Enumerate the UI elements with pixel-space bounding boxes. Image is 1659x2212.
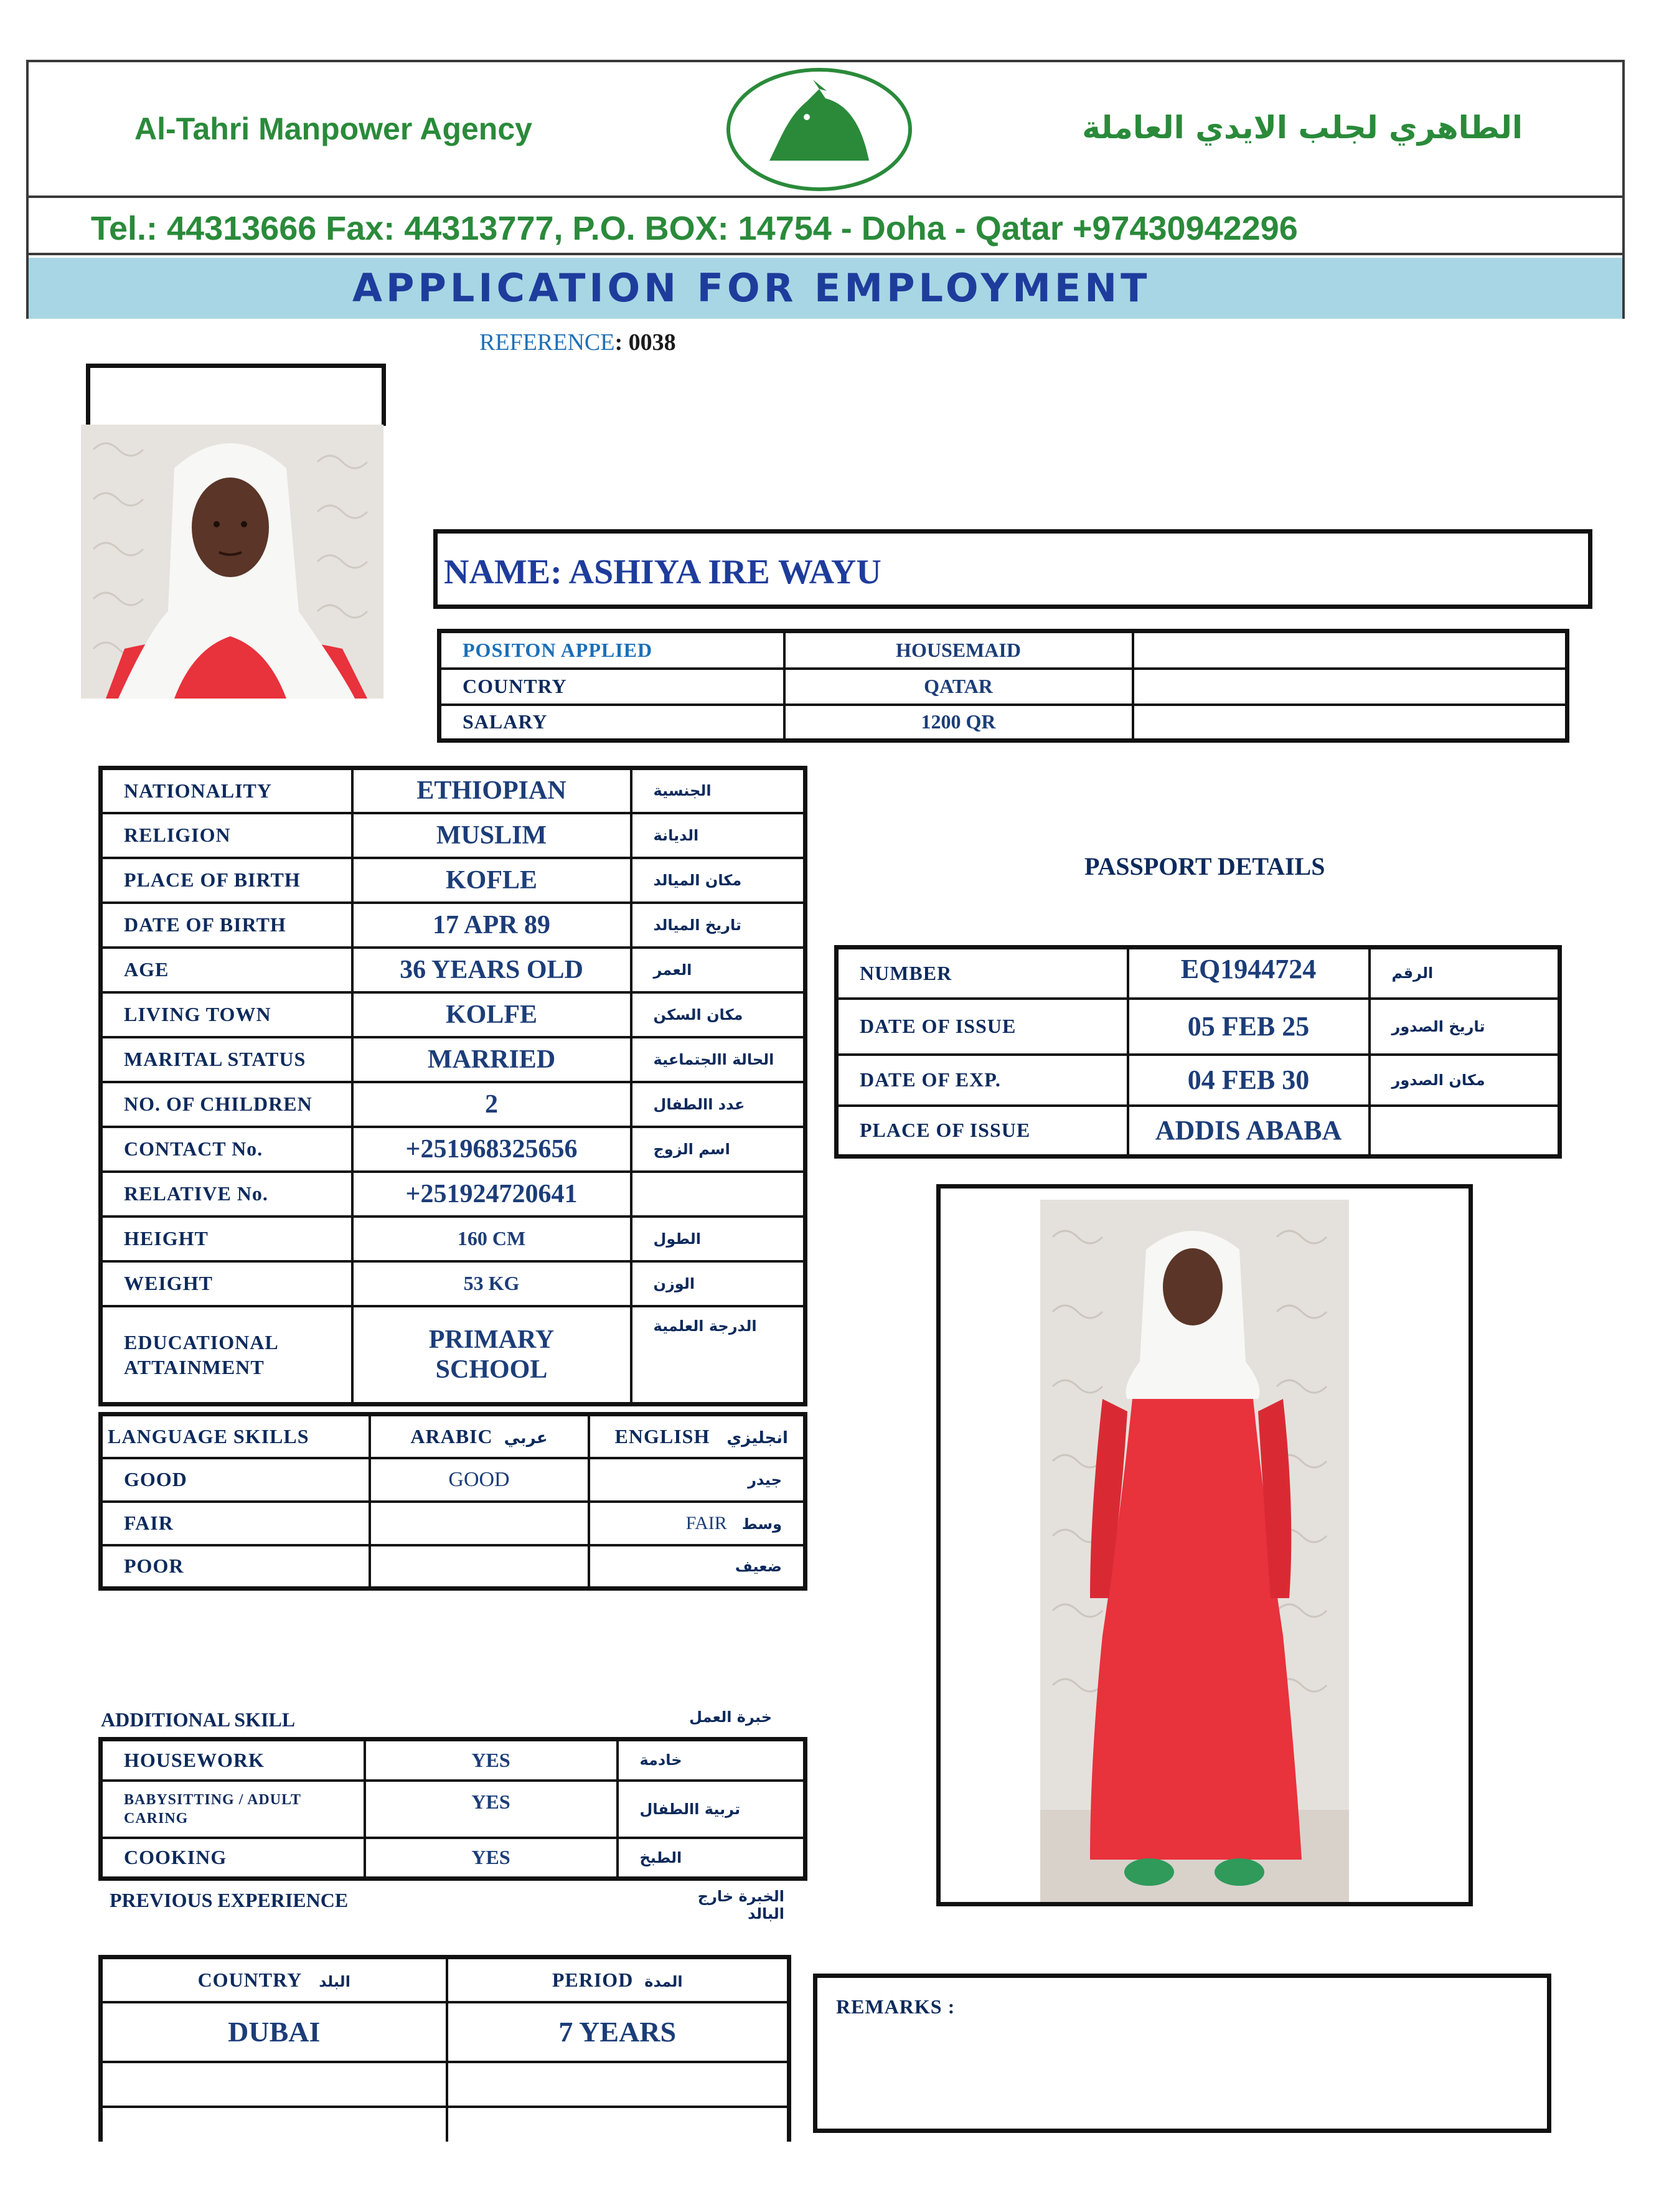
full-body-photo <box>1040 1200 1349 1902</box>
cell-ar: تاريخ الصدور <box>1370 999 1560 1055</box>
cell-label: SALARY <box>439 705 784 741</box>
table-row <box>837 1055 1560 1106</box>
cell-label: CONTACT No. <box>101 1127 352 1172</box>
cell-value: PRIMARY SCHOOL <box>352 1306 631 1405</box>
table-row <box>101 1172 806 1217</box>
table-row <box>101 813 806 858</box>
contact-bar <box>29 200 1622 255</box>
cell-empty <box>1133 669 1567 705</box>
table-row <box>101 2002 789 2062</box>
cell-label: COOKING <box>101 1838 365 1879</box>
cell-value <box>370 1502 589 1545</box>
cell-value: KOFLE <box>352 858 631 903</box>
cell-ar: مكان الميالد <box>631 858 806 903</box>
table-row <box>101 1082 806 1127</box>
cell-ar: الحالة االجتماعية <box>631 1037 806 1082</box>
cell-value: QATAR <box>784 669 1133 705</box>
cell-value: 36 YEARS OLD <box>352 948 631 992</box>
cell-value: DUBAI <box>101 2002 447 2062</box>
cell-ar: مكان الصدور <box>1370 1055 1560 1106</box>
cell-ar: الطبخ <box>618 1838 806 1879</box>
passport-table <box>834 945 1562 1159</box>
photo-frame <box>86 364 386 426</box>
cell-label: GOOD <box>101 1458 370 1502</box>
personal-table <box>98 766 807 1406</box>
cell-ar: الطول <box>631 1217 806 1261</box>
cell-label: FAIR <box>101 1502 370 1545</box>
skills-table <box>98 1737 807 1881</box>
cell-value: 2 <box>352 1082 631 1127</box>
cell-value: 7 YEARS <box>447 2002 789 2062</box>
cell-value: KOLFE <box>352 992 631 1037</box>
position-table <box>437 629 1569 743</box>
cell-ar: عدد االطفال <box>631 1082 806 1127</box>
cell-value: YES <box>365 1838 618 1879</box>
cell-label: MARITAL STATUS <box>101 1037 352 1082</box>
agency-name-en: Al-Tahri Manpower Agency <box>134 111 532 146</box>
portrait-photo <box>81 425 383 699</box>
table-row <box>439 631 1567 669</box>
table-row <box>101 2062 789 2107</box>
cell-ar: العمر <box>631 948 806 992</box>
cell-value <box>101 2062 447 2107</box>
cell-value: FAIR وسط <box>589 1502 806 1545</box>
table-row <box>101 992 806 1037</box>
cell-value <box>370 1545 589 1589</box>
remarks-box <box>813 1974 1551 2133</box>
table-row <box>837 999 1560 1055</box>
cell-ar <box>631 1172 806 1217</box>
cell-ar: مكان السكن <box>631 992 806 1037</box>
cell-ar: تاريخ الميالد <box>631 903 806 948</box>
cell-empty <box>1133 631 1567 669</box>
cell-value: +251968325656 <box>352 1127 631 1172</box>
cell-value: 160 CM <box>352 1217 631 1261</box>
table-row <box>101 1838 806 1879</box>
cell-ar: الوزن <box>631 1261 806 1306</box>
experience-table <box>98 1955 791 2142</box>
cell-value: YES <box>365 1739 618 1781</box>
table-row <box>101 1261 806 1306</box>
cell-label: HEIGHT <box>101 1217 352 1261</box>
cell-label: RELATIVE No. <box>101 1172 352 1217</box>
horse-logo-icon <box>726 67 913 192</box>
letterhead-top <box>29 62 1622 198</box>
cell-label: HOUSEWORK <box>101 1739 365 1781</box>
title-band <box>29 258 1622 319</box>
experience-title-ar: الخبرة خارج البالد <box>697 1888 784 1923</box>
table-row <box>439 669 1567 705</box>
table-row <box>101 1306 806 1405</box>
cell-ar: خادمة <box>618 1739 806 1781</box>
reference-value: 0038 <box>628 329 676 355</box>
cell-label: EDUCATIONAL ATTAINMENT <box>101 1306 352 1405</box>
table-row <box>101 1502 806 1545</box>
table-row <box>101 1739 806 1781</box>
table-row <box>101 1458 806 1502</box>
letterhead <box>26 60 1625 319</box>
cell-value <box>447 2062 789 2107</box>
cell-ar: تربية االطفال <box>618 1781 806 1838</box>
table-row <box>101 768 806 813</box>
cell-label: POOR <box>101 1545 370 1589</box>
cell-label: COUNTRY <box>439 669 784 705</box>
cell-label: WEIGHT <box>101 1261 352 1306</box>
cell-header: COUNTRY البلد <box>101 1957 447 2002</box>
cell-label: DATE OF BIRTH <box>101 903 352 948</box>
cell-label: NO. OF CHILDREN <box>101 1082 352 1127</box>
cell-label: POSITON APPLIED <box>439 631 784 669</box>
cell-label: DATE OF ISSUE <box>837 999 1128 1055</box>
table-row <box>101 948 806 992</box>
cell-ar: الدرجة العلمية <box>631 1306 806 1405</box>
cell-ar: اسم الزوج <box>631 1127 806 1172</box>
cell-ar: الرقم <box>1370 948 1560 999</box>
cell-value: ADDIS ABABA <box>1128 1106 1370 1157</box>
cell-empty <box>1133 705 1567 741</box>
cell-label: LIVING TOWN <box>101 992 352 1037</box>
table-row <box>837 948 1560 999</box>
cell-label: RELIGION <box>101 813 352 858</box>
cell-value: 1200 QR <box>784 705 1133 741</box>
cell-value: YES <box>365 1781 618 1838</box>
cell-value <box>101 2107 447 2142</box>
contact-line: Tel.: 44313666 Fax: 44313777, P.O. BOX: 14754 - Doha - Qatar +97430942296 <box>91 210 1298 247</box>
cell-ar: الديانة <box>631 813 806 858</box>
table-row <box>101 903 806 948</box>
cell-ar: الجنسية <box>631 768 806 813</box>
cell-label: AGE <box>101 948 352 992</box>
cell-value: EQ1944724 <box>1128 948 1370 999</box>
cell-label: DATE OF EXP. <box>837 1055 1128 1106</box>
cell-value: GOOD <box>370 1458 589 1502</box>
table-row <box>101 1545 806 1589</box>
cell-value: 17 APR 89 <box>352 903 631 948</box>
cell-value: 04 FEB 30 <box>1128 1055 1370 1106</box>
language-table <box>98 1412 807 1591</box>
table-row <box>837 1106 1560 1157</box>
experience-title: PREVIOUS EXPERIENCE <box>110 1889 349 1911</box>
table-row <box>101 1414 806 1458</box>
cell-header: ENGLISH انجليزي <box>589 1414 806 1458</box>
cell-label: PLACE OF ISSUE <box>837 1106 1128 1157</box>
cell-value: 05 FEB 25 <box>1128 999 1370 1055</box>
table-row <box>101 1781 806 1838</box>
cell-value: MUSLIM <box>352 813 631 858</box>
cell-label: BABYSITTING / ADULT CARING <box>101 1781 365 1838</box>
cell-value: HOUSEMAID <box>784 631 1133 669</box>
agency-name-ar: الطاهري لجلب الايدي العاملة <box>1082 110 1523 146</box>
additional-title-ar: خبرة العمل <box>689 1708 772 1726</box>
reference-label: REFERENCE <box>479 329 615 355</box>
cell-label: NUMBER <box>837 948 1128 999</box>
table-row <box>101 1127 806 1172</box>
cell-label: LANGUAGE SKILLS <box>101 1414 370 1458</box>
cell-value: ETHIOPIAN <box>352 768 631 813</box>
passport-title: PASSPORT DETAILS <box>1084 852 1325 880</box>
reference: REFERENCE: 0038 <box>479 329 676 355</box>
table-row <box>101 858 806 903</box>
name-box <box>433 529 1592 609</box>
table-row <box>101 1037 806 1082</box>
additional-title: ADDITIONAL SKILL <box>101 1708 296 1731</box>
table-row <box>101 2107 789 2142</box>
cell-label: PLACE OF BIRTH <box>101 858 352 903</box>
form-title: APPLICATION FOR EMPLOYMENT <box>352 265 1151 311</box>
table-row <box>439 705 1567 741</box>
cell-value: 53 KG <box>352 1261 631 1306</box>
table-row <box>101 1957 789 2002</box>
cell-value: MARRIED <box>352 1037 631 1082</box>
cell-header: PERIOD المدة <box>447 1957 789 2002</box>
remarks-label: REMARKS : <box>836 1995 956 2018</box>
cell-ar: جيدر <box>589 1458 806 1502</box>
cell-header: ARABIC عربي <box>370 1414 589 1458</box>
cell-value: +251924720641 <box>352 1172 631 1217</box>
cell-label: NATIONALITY <box>101 768 352 813</box>
table-row <box>101 1217 806 1261</box>
cell-value <box>447 2107 789 2142</box>
cell-ar: ضعيف <box>589 1545 806 1589</box>
cell-ar <box>1370 1106 1560 1157</box>
full-photo-frame <box>936 1184 1473 1906</box>
applicant-name: NAME: ASHIYA IRE WAYU <box>444 553 881 591</box>
